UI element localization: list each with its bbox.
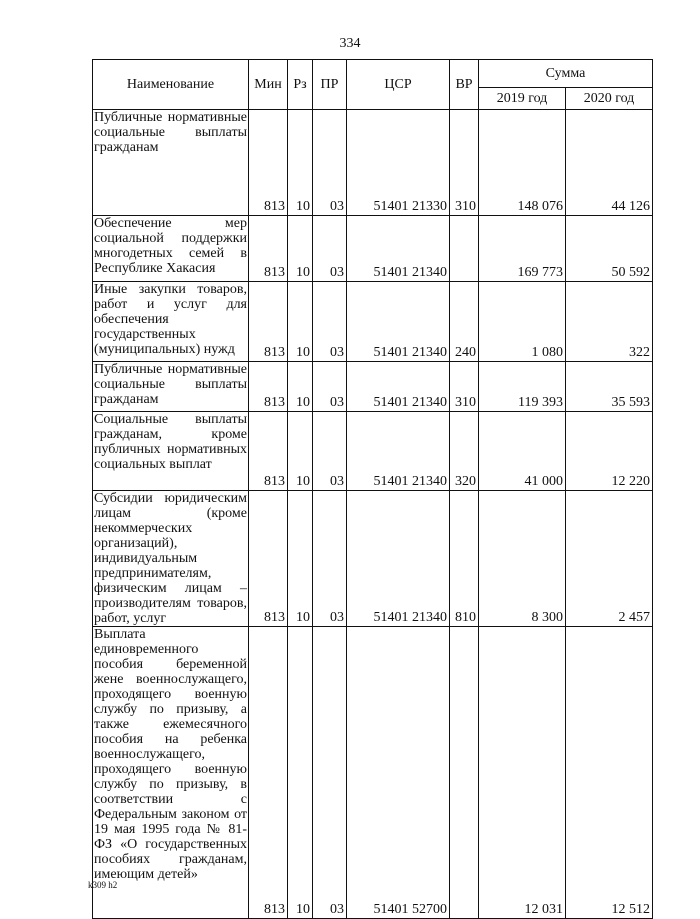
- table-row: [93, 282, 653, 362]
- table-row: [93, 627, 653, 919]
- row-rz: 10: [288, 627, 313, 919]
- row-name: Выплата единовременного пособия беременной жене военнослужащего, проходящего военную службу по призыву, а также ежемесячного пособия на ребенка военнослужащего, проходящего военную службу по призыву, в соответствии с Федеральным законом от 19 мая 1995 года № 81-ФЗ «О государственных пособиях гражданам, имеющим детей»: [93, 627, 249, 919]
- row-pr: 03: [313, 216, 347, 282]
- row-min: 813: [249, 216, 288, 282]
- table-row: [93, 412, 653, 491]
- header-name: Наименование: [93, 60, 249, 110]
- row-rz: 10: [288, 110, 313, 216]
- row-2019: 41 000: [479, 412, 566, 491]
- row-name: Публичные нормативные социальные выплаты гражданам: [93, 110, 249, 216]
- table-row: [93, 110, 653, 216]
- header-year-2020: 2020 год: [566, 88, 653, 110]
- row-pr: 03: [313, 282, 347, 362]
- row-rz: 10: [288, 216, 313, 282]
- row-2019: 1 080: [479, 282, 566, 362]
- budget-table: [92, 59, 653, 919]
- row-min: 813: [249, 282, 288, 362]
- row-2019: 148 076: [479, 110, 566, 216]
- row-2020: 2 457: [566, 491, 653, 627]
- row-2020: 35 593: [566, 362, 653, 412]
- row-vr: [450, 627, 479, 919]
- row-vr: 310: [450, 362, 479, 412]
- row-csr: 51401 21340: [347, 216, 450, 282]
- row-2020: 50 592: [566, 216, 653, 282]
- row-name: Социальные выплаты гражданам, кроме публичных нормативных социальных выплат: [93, 412, 249, 491]
- row-2020: 12 512: [566, 627, 653, 919]
- row-csr: 51401 52700: [347, 627, 450, 919]
- row-min: 813: [249, 412, 288, 491]
- row-csr: 51401 21340: [347, 282, 450, 362]
- row-2020: 44 126: [566, 110, 653, 216]
- row-2020: 12 220: [566, 412, 653, 491]
- row-min: 813: [249, 627, 288, 919]
- row-csr: 51401 21340: [347, 362, 450, 412]
- row-vr: [450, 216, 479, 282]
- row-vr: 240: [450, 282, 479, 362]
- header-vr: ВР: [450, 60, 479, 110]
- page-number: 334: [339, 36, 361, 51]
- row-name: Субсидии юридическим лицам (кроме некоммерческих организаций), индивидуальным предпринимателям, физическим лицам – производителям товаров, работ, услуг: [94, 491, 247, 626]
- row-rz: 10: [288, 282, 313, 362]
- row-csr: 51401 21330: [347, 110, 450, 216]
- row-rz: 10: [288, 491, 313, 627]
- row-rz: 10: [288, 362, 313, 412]
- row-pr: 03: [313, 110, 347, 216]
- row-pr: 03: [313, 362, 347, 412]
- row-vr: 810: [450, 491, 479, 627]
- header-rz: Рз: [288, 60, 313, 110]
- row-name: Иные закупки товаров, работ и услуг для обеспечения государственных (муниципальных) нужд: [93, 282, 249, 362]
- table-row: [93, 216, 653, 282]
- table-row: [93, 491, 653, 627]
- row-vr: 320: [450, 412, 479, 491]
- row-2020: 322: [566, 282, 653, 362]
- row-2019: 169 773: [479, 216, 566, 282]
- row-name: Публичные нормативные социальные выплаты гражданам: [93, 362, 249, 412]
- row-pr: 03: [313, 412, 347, 491]
- row-pr: 03: [313, 491, 347, 627]
- footer-code: k309 h2: [88, 880, 118, 890]
- header-min: Мин: [249, 60, 288, 110]
- header-pr: ПР: [313, 60, 347, 110]
- row-2019: 12 031: [479, 627, 566, 919]
- header-year-2019: 2019 год: [479, 88, 566, 110]
- row-2019: 8 300: [479, 491, 566, 627]
- row-pr: 03: [313, 627, 347, 919]
- row-min: 813: [249, 362, 288, 412]
- header-sum: Сумма: [479, 60, 653, 88]
- row-2019: 119 393: [479, 362, 566, 412]
- table-row: [93, 362, 653, 412]
- row-rz: 10: [288, 412, 313, 491]
- row-csr: 51401 21340: [347, 491, 450, 627]
- row-min: 813: [249, 491, 288, 627]
- row-name: Обеспечение мер социальной поддержки многодетных семей в Республике Хакасия: [93, 216, 249, 282]
- row-vr: 310: [450, 110, 479, 216]
- header-csr: ЦСР: [347, 60, 450, 110]
- row-csr: 51401 21340: [347, 412, 450, 491]
- row-min: 813: [249, 110, 288, 216]
